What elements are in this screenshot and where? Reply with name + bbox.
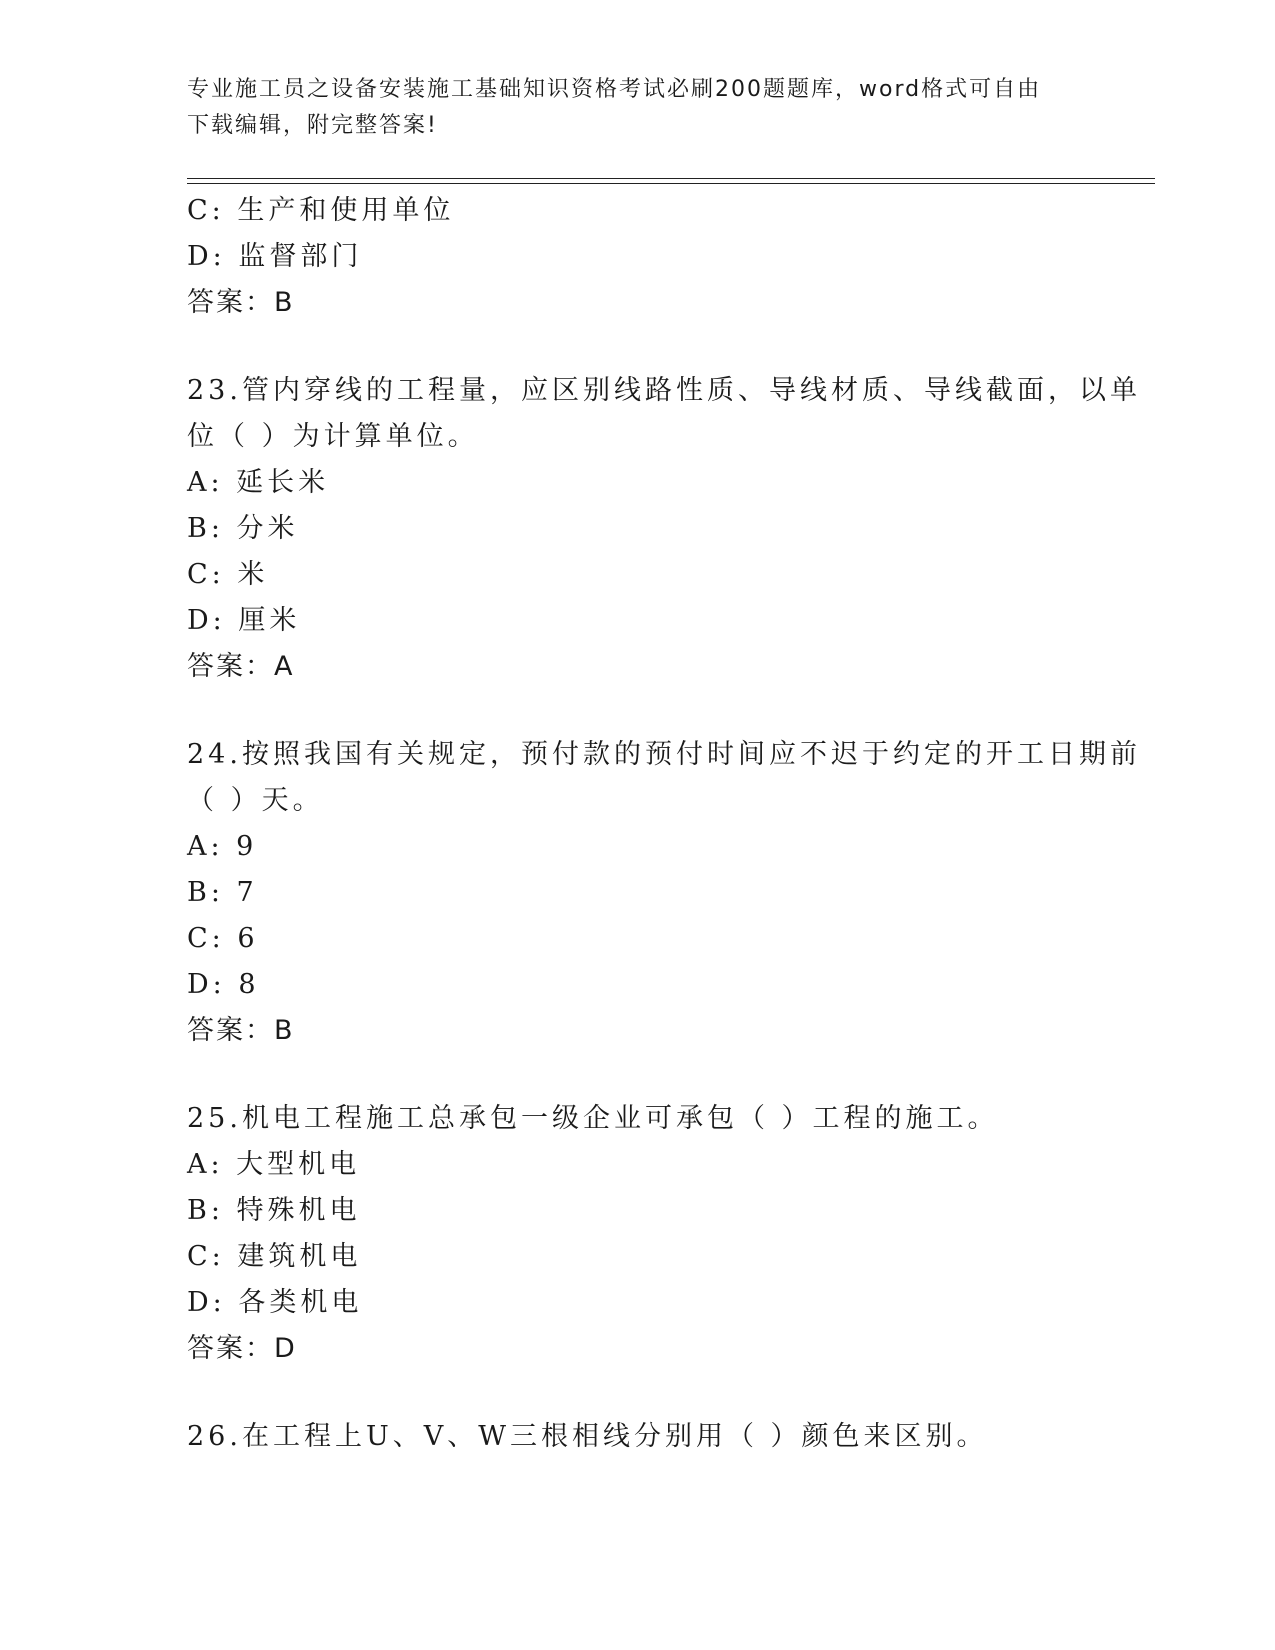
question-22-continued: [187, 188, 1087, 326]
option-c: C: 6: [187, 923, 259, 954]
question-content: [187, 188, 1141, 1460]
option-b: B: 特殊机电: [187, 1195, 361, 1226]
option-c: C: 建筑机电: [187, 1241, 362, 1272]
header-line-1: 专业施工员之设备安装施工基础知识资格考试必刷200题题库，word格式可自由: [187, 77, 1042, 102]
page-header: [187, 72, 1067, 144]
option-d: D: 监督部门: [187, 241, 363, 272]
question-26: [187, 1414, 1087, 1460]
option-d: D: 厘米: [187, 605, 301, 636]
option-b: B: 分米: [187, 513, 299, 544]
answer-line: 答案：D: [187, 1333, 297, 1364]
question-25: [187, 1096, 1087, 1372]
answer-line: 答案：B: [187, 1015, 295, 1046]
answer-line: 答案：B: [187, 287, 295, 318]
question-stem: 23.管内穿线的工程量，应区别线路性质、导线材质、导线截面，以单: [187, 375, 1141, 406]
question-stem: 26.在工程上U、V、W三根相线分别用（ ）颜色来区别。: [187, 1421, 988, 1452]
question-stem: 24.按照我国有关规定，预付款的预付时间应不迟于约定的开工日期前: [187, 739, 1141, 770]
option-d: D: 8: [187, 969, 260, 1000]
question-stem-cont: （ ）天。: [187, 785, 324, 816]
question-stem: 25.机电工程施工总承包一级企业可承包（ ）工程的施工。: [187, 1103, 999, 1134]
question-23: [187, 368, 1141, 690]
question-24: [187, 732, 1141, 1054]
header-line-2: 下载编辑，附完整答案!: [187, 113, 438, 138]
option-a: A: 9: [187, 831, 258, 862]
option-a: A: 大型机电: [187, 1149, 361, 1180]
option-a: A: 延长米: [187, 467, 330, 498]
question-stem-cont: 位（ ）为计算单位。: [187, 421, 479, 452]
header-divider: [187, 178, 1155, 184]
option-d: D: 各类机电: [187, 1287, 363, 1318]
answer-line: 答案：A: [187, 651, 295, 682]
option-b: B: 7: [187, 877, 258, 908]
option-c: C: 生产和使用单位: [187, 195, 455, 226]
option-c: C: 米: [187, 559, 269, 590]
